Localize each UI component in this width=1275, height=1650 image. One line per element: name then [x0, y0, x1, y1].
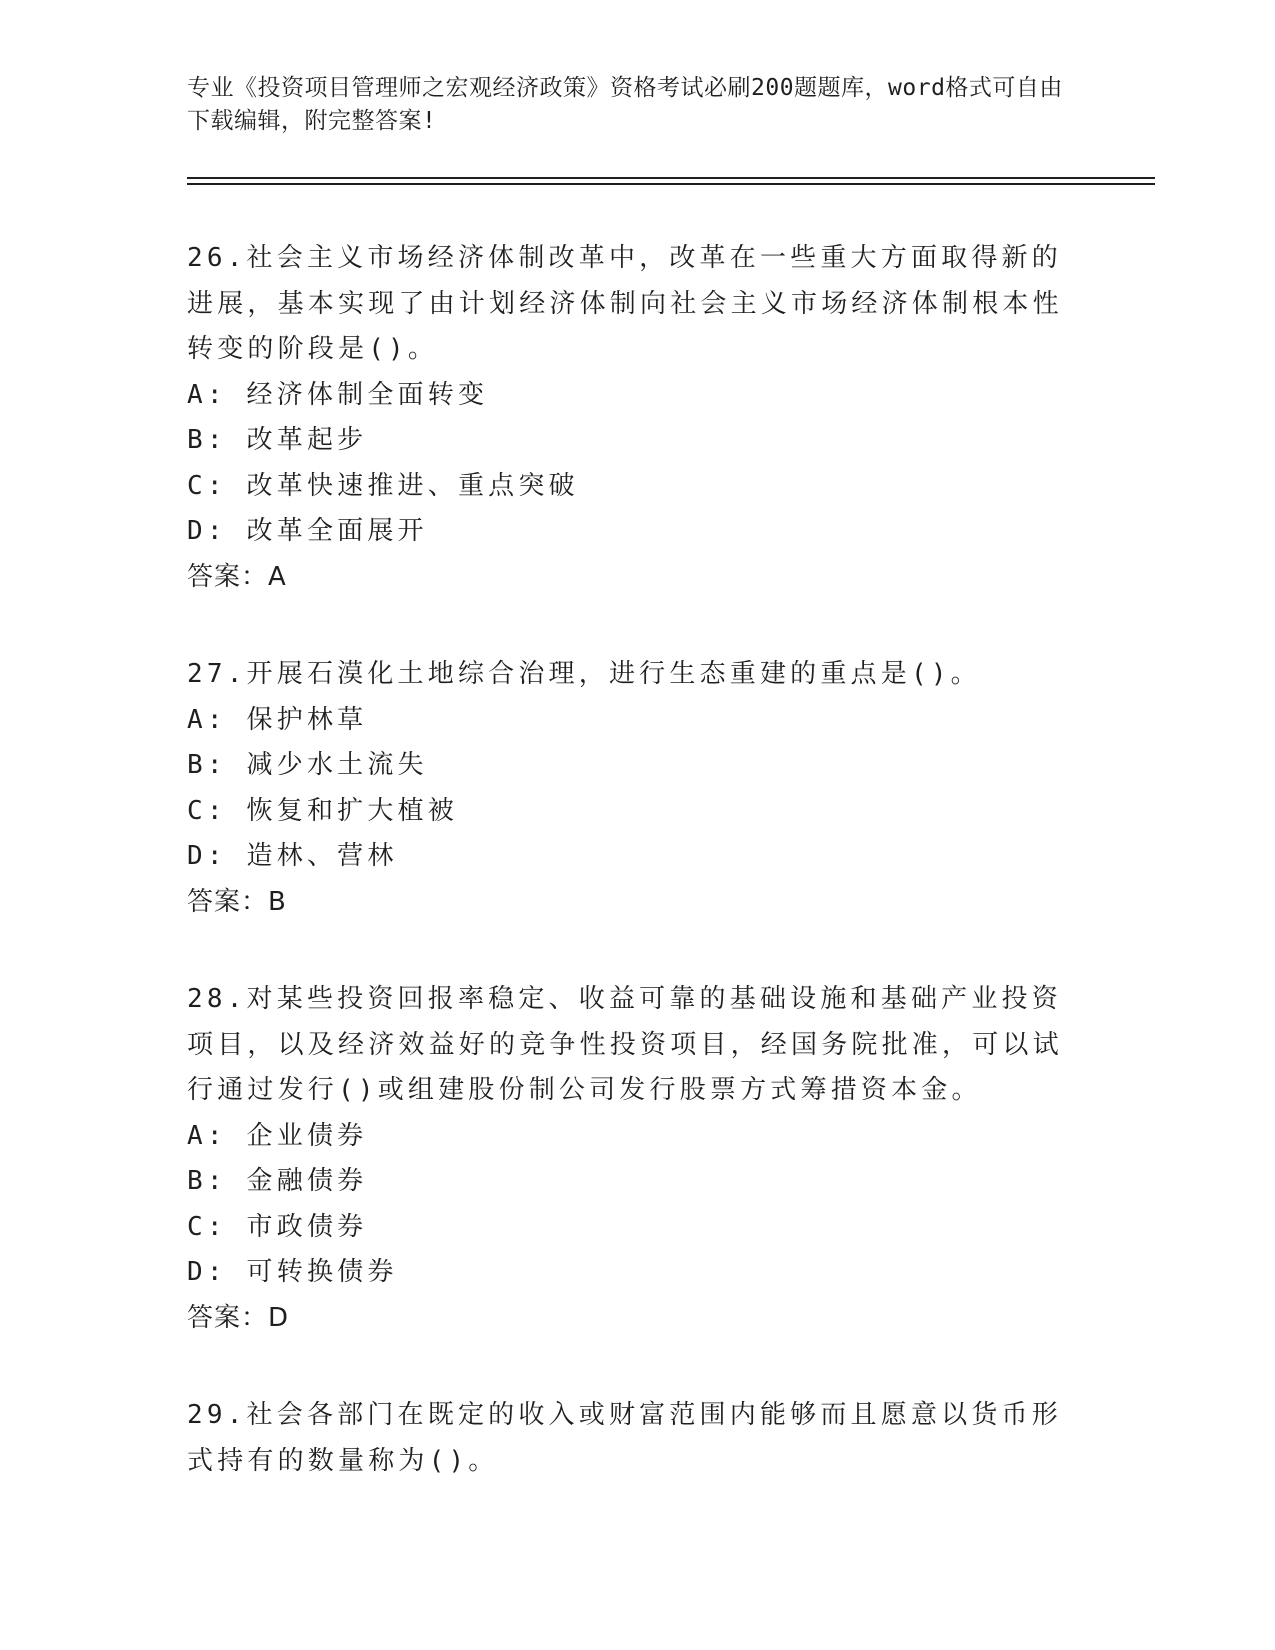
answer-line: 答案：A: [187, 561, 287, 592]
option-d: D: 造林、营林: [187, 841, 398, 871]
answer-line: 答案：B: [187, 886, 287, 917]
answer-line: 答案：D: [187, 1302, 290, 1333]
option-a: A: 保护林草: [187, 704, 368, 735]
question-stem: 26.社会主义市场经济体制改革中，改革在一些重大方面取得新的进展，基本实现了由计划经济体制向社会主义市场经济体制根本性转变的阶段是()。: [187, 243, 1063, 364]
question-stem: 28.对某些投资回报率稳定、收益可靠的基础设施和基础产业投资项目，以及经济效益好的竞争性投资项目，经国务院批准，可以试行通过发行()或组建股份制公司发行股票方式筹措资本金。: [187, 984, 1063, 1105]
question-list: [187, 236, 1087, 1536]
option-c: C: 市政债券: [187, 1211, 368, 1242]
option-d: D: 改革全面展开: [187, 516, 428, 546]
question-item: [187, 1393, 1087, 1484]
header-divider-top: [187, 177, 1155, 179]
option-b: B: 减少水土流失: [187, 750, 428, 780]
document-header: 专业《投资项目管理师之宏观经济政策》资格考试必刷200题题库，word格式可自由下载编辑，附完整答案!: [187, 75, 1063, 134]
header-divider-bottom: [187, 183, 1155, 185]
question-item: [187, 652, 1087, 925]
option-b: B: 金融债券: [187, 1166, 368, 1196]
option-c: C: 改革快速推进、重点突破: [187, 470, 579, 501]
option-c: C: 恢复和扩大植被: [187, 795, 458, 826]
option-b: B: 改革起步: [187, 425, 368, 455]
question-stem: 29.社会各部门在既定的收入或财富范围内能够而且愿意以货币形式持有的数量称为()。: [187, 1400, 1062, 1476]
option-a: A: 企业债券: [187, 1120, 368, 1151]
option-a: A: 经济体制全面转变: [187, 379, 489, 410]
question-stem: 27.开展石漠化土地综合治理，进行生态重建的重点是()。: [187, 659, 981, 689]
question-item: [187, 977, 1087, 1341]
question-item: [187, 236, 1087, 600]
option-d: D: 可转换债券: [187, 1257, 398, 1287]
